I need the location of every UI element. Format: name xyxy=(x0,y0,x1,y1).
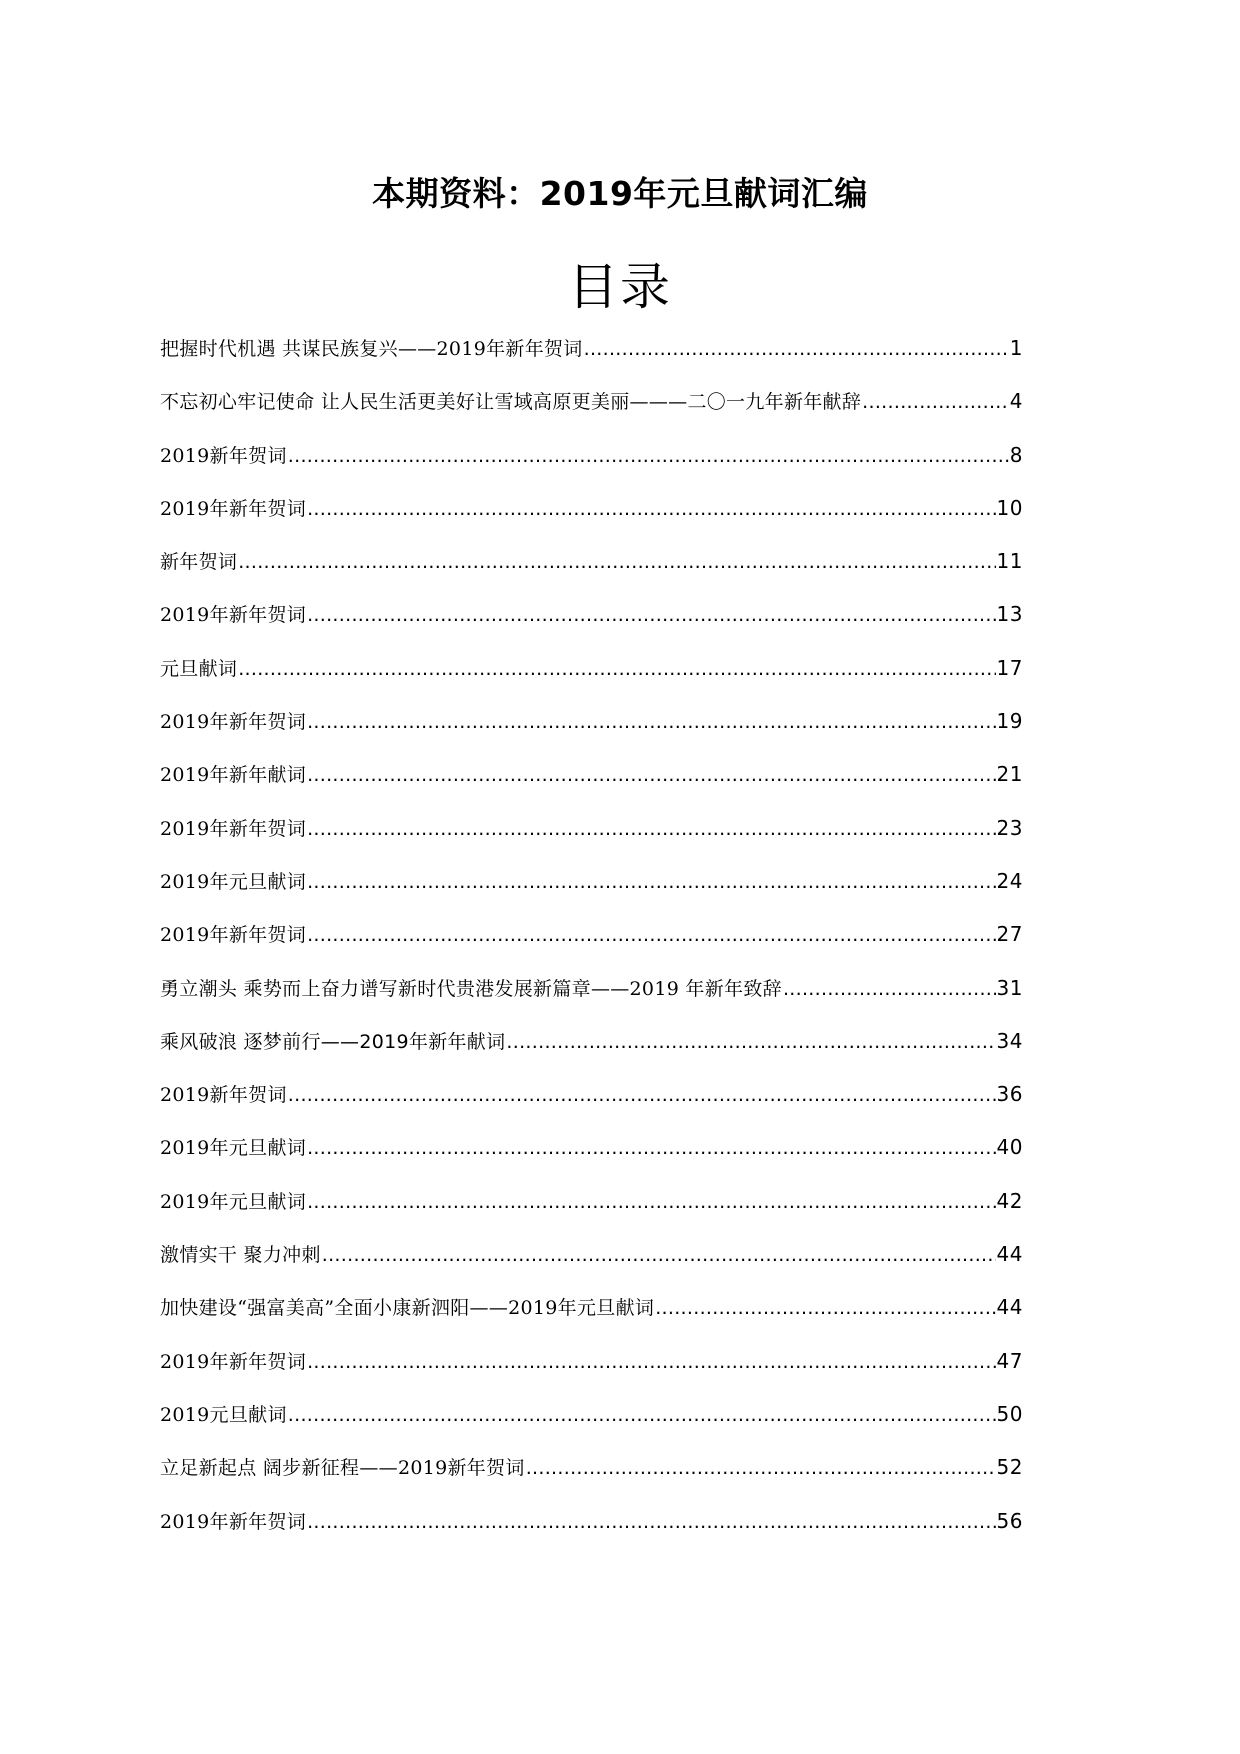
toc-entry[interactable] xyxy=(160,382,1023,435)
toc-entry-title: 2019年元旦献词 xyxy=(160,1190,307,1213)
toc-dot-leader xyxy=(307,1183,995,1221)
toc-entry-page: 27 xyxy=(996,922,1023,947)
toc-dot-leader xyxy=(307,703,995,741)
toc-entry-page: 10 xyxy=(996,495,1023,520)
toc-dot-leader xyxy=(307,596,995,634)
toc-entry-title: 2019年新年贺词 xyxy=(160,817,307,840)
toc-entry-title: 2019新年贺词 xyxy=(160,1084,287,1107)
toc-entry-page: 56 xyxy=(996,1508,1023,1533)
toc-entry-title: 2019年元旦献词 xyxy=(160,1137,307,1160)
toc-dot-leader xyxy=(288,437,1009,475)
toc-dot-leader xyxy=(288,1396,996,1434)
toc-dot-leader xyxy=(783,970,996,1008)
toc-dot-leader xyxy=(288,1076,996,1114)
toc-dot-leader xyxy=(322,1236,996,1274)
toc-entry-page: 4 xyxy=(1009,389,1023,414)
toc-entry-page: 8 xyxy=(1009,442,1023,467)
toc-entry-page: 44 xyxy=(996,1295,1023,1320)
toc-entry[interactable] xyxy=(160,436,1023,489)
toc-entry[interactable] xyxy=(160,1448,1023,1501)
toc-entry[interactable] xyxy=(160,1235,1023,1288)
toc-entry-title: 2019年新年贺词 xyxy=(160,1350,307,1373)
table-of-contents xyxy=(160,329,1023,1555)
toc-entry-page: 31 xyxy=(996,975,1023,1000)
toc-dot-leader xyxy=(655,1289,995,1327)
toc-entry[interactable] xyxy=(160,862,1023,915)
toc-entry-page: 13 xyxy=(996,602,1023,627)
toc-entry-page: 24 xyxy=(996,868,1023,893)
toc-entry[interactable] xyxy=(160,1502,1023,1555)
toc-dot-leader xyxy=(506,1023,995,1061)
toc-dot-leader xyxy=(307,756,995,794)
toc-entry[interactable] xyxy=(160,595,1023,648)
toc-entry-page: 21 xyxy=(996,762,1023,787)
toc-entry-page: 23 xyxy=(996,815,1023,840)
toc-entry[interactable] xyxy=(160,329,1023,382)
toc-entry-title: 2019年新年贺词 xyxy=(160,604,307,627)
toc-dot-leader xyxy=(307,916,995,954)
toc-entry[interactable] xyxy=(160,1022,1023,1075)
toc-dot-leader xyxy=(238,543,995,581)
toc-entry-title: 元旦献词 xyxy=(160,657,238,680)
toc-entry-page: 50 xyxy=(996,1401,1023,1426)
toc-dot-leader xyxy=(584,330,1009,368)
toc-dot-leader xyxy=(238,650,995,688)
toc-entry-title: 新年贺词 xyxy=(160,551,238,574)
toc-entry-title: 加快建设“强富美高”全面小康新泗阳——2019年元旦献词 xyxy=(160,1297,655,1320)
toc-dot-leader xyxy=(307,810,995,848)
toc-entry-title: 把握时代机遇 共谋民族复兴——2019年新年贺词 xyxy=(160,338,583,360)
toc-entry-page: 42 xyxy=(996,1188,1023,1213)
toc-entry-title: 不忘初心牢记使命 让人民生活更美好让雪域高原更美丽———二〇一九年新年献辞 xyxy=(160,391,862,414)
toc-entry-title: 2019年新年贺词 xyxy=(160,924,307,947)
toc-entry[interactable] xyxy=(160,649,1023,702)
toc-entry[interactable] xyxy=(160,489,1023,542)
toc-entry-title: 勇立潮头 乘势而上奋力谱写新时代贵港发展新篇章——2019 年新年致辞 xyxy=(160,977,782,1000)
toc-entry-page: 34 xyxy=(996,1028,1023,1053)
toc-entry-title: 2019年新年献词 xyxy=(160,764,307,787)
toc-entry[interactable] xyxy=(160,1288,1023,1341)
document-title: 本期资料：2019年元旦献词汇编 xyxy=(372,174,868,213)
toc-entry-title: 2019新年贺词 xyxy=(160,444,287,467)
toc-entry[interactable] xyxy=(160,1075,1023,1128)
toc-entry-page: 19 xyxy=(996,709,1023,734)
toc-entry-title: 2019年新年贺词 xyxy=(160,1510,307,1533)
toc-entry-page: 1 xyxy=(1009,336,1023,360)
toc-entry[interactable] xyxy=(160,809,1023,862)
toc-entry-page: 47 xyxy=(996,1348,1023,1373)
toc-entry[interactable] xyxy=(160,702,1023,755)
toc-dot-leader xyxy=(526,1449,996,1487)
toc-entry[interactable] xyxy=(160,915,1023,968)
toc-dot-leader xyxy=(307,1343,995,1381)
toc-entry[interactable] xyxy=(160,1182,1023,1235)
toc-heading: 目录 xyxy=(568,258,672,316)
toc-entry-page: 52 xyxy=(996,1455,1023,1480)
toc-dot-leader xyxy=(862,383,1009,421)
toc-entry[interactable] xyxy=(160,969,1023,1022)
toc-dot-leader xyxy=(307,1129,995,1167)
toc-entry-page: 36 xyxy=(996,1082,1023,1107)
toc-entry[interactable] xyxy=(160,542,1023,595)
toc-entry-title: 2019年元旦献词 xyxy=(160,870,307,893)
toc-dot-leader xyxy=(307,490,995,528)
toc-entry-title: 2019元旦献词 xyxy=(160,1403,287,1426)
toc-entry-title: 2019年新年贺词 xyxy=(160,711,307,734)
toc-entry-title: 立足新起点 阔步新征程——2019新年贺词 xyxy=(160,1457,525,1480)
toc-entry[interactable] xyxy=(160,1342,1023,1395)
toc-entry-title: 2019年新年贺词 xyxy=(160,497,307,520)
toc-entry-page: 11 xyxy=(996,549,1023,574)
toc-entry-title: 乘风破浪 逐梦前行——2019年新年献词 xyxy=(160,1030,506,1053)
toc-dot-leader xyxy=(307,1503,995,1541)
toc-entry[interactable] xyxy=(160,1128,1023,1181)
toc-dot-leader xyxy=(307,863,995,901)
toc-entry[interactable] xyxy=(160,1395,1023,1448)
toc-entry-page: 40 xyxy=(996,1135,1023,1160)
toc-entry-title: 激情实干 聚力冲刺 xyxy=(160,1244,321,1267)
toc-entry-page: 44 xyxy=(996,1242,1023,1267)
toc-entry-page: 17 xyxy=(996,655,1023,680)
toc-entry[interactable] xyxy=(160,755,1023,808)
